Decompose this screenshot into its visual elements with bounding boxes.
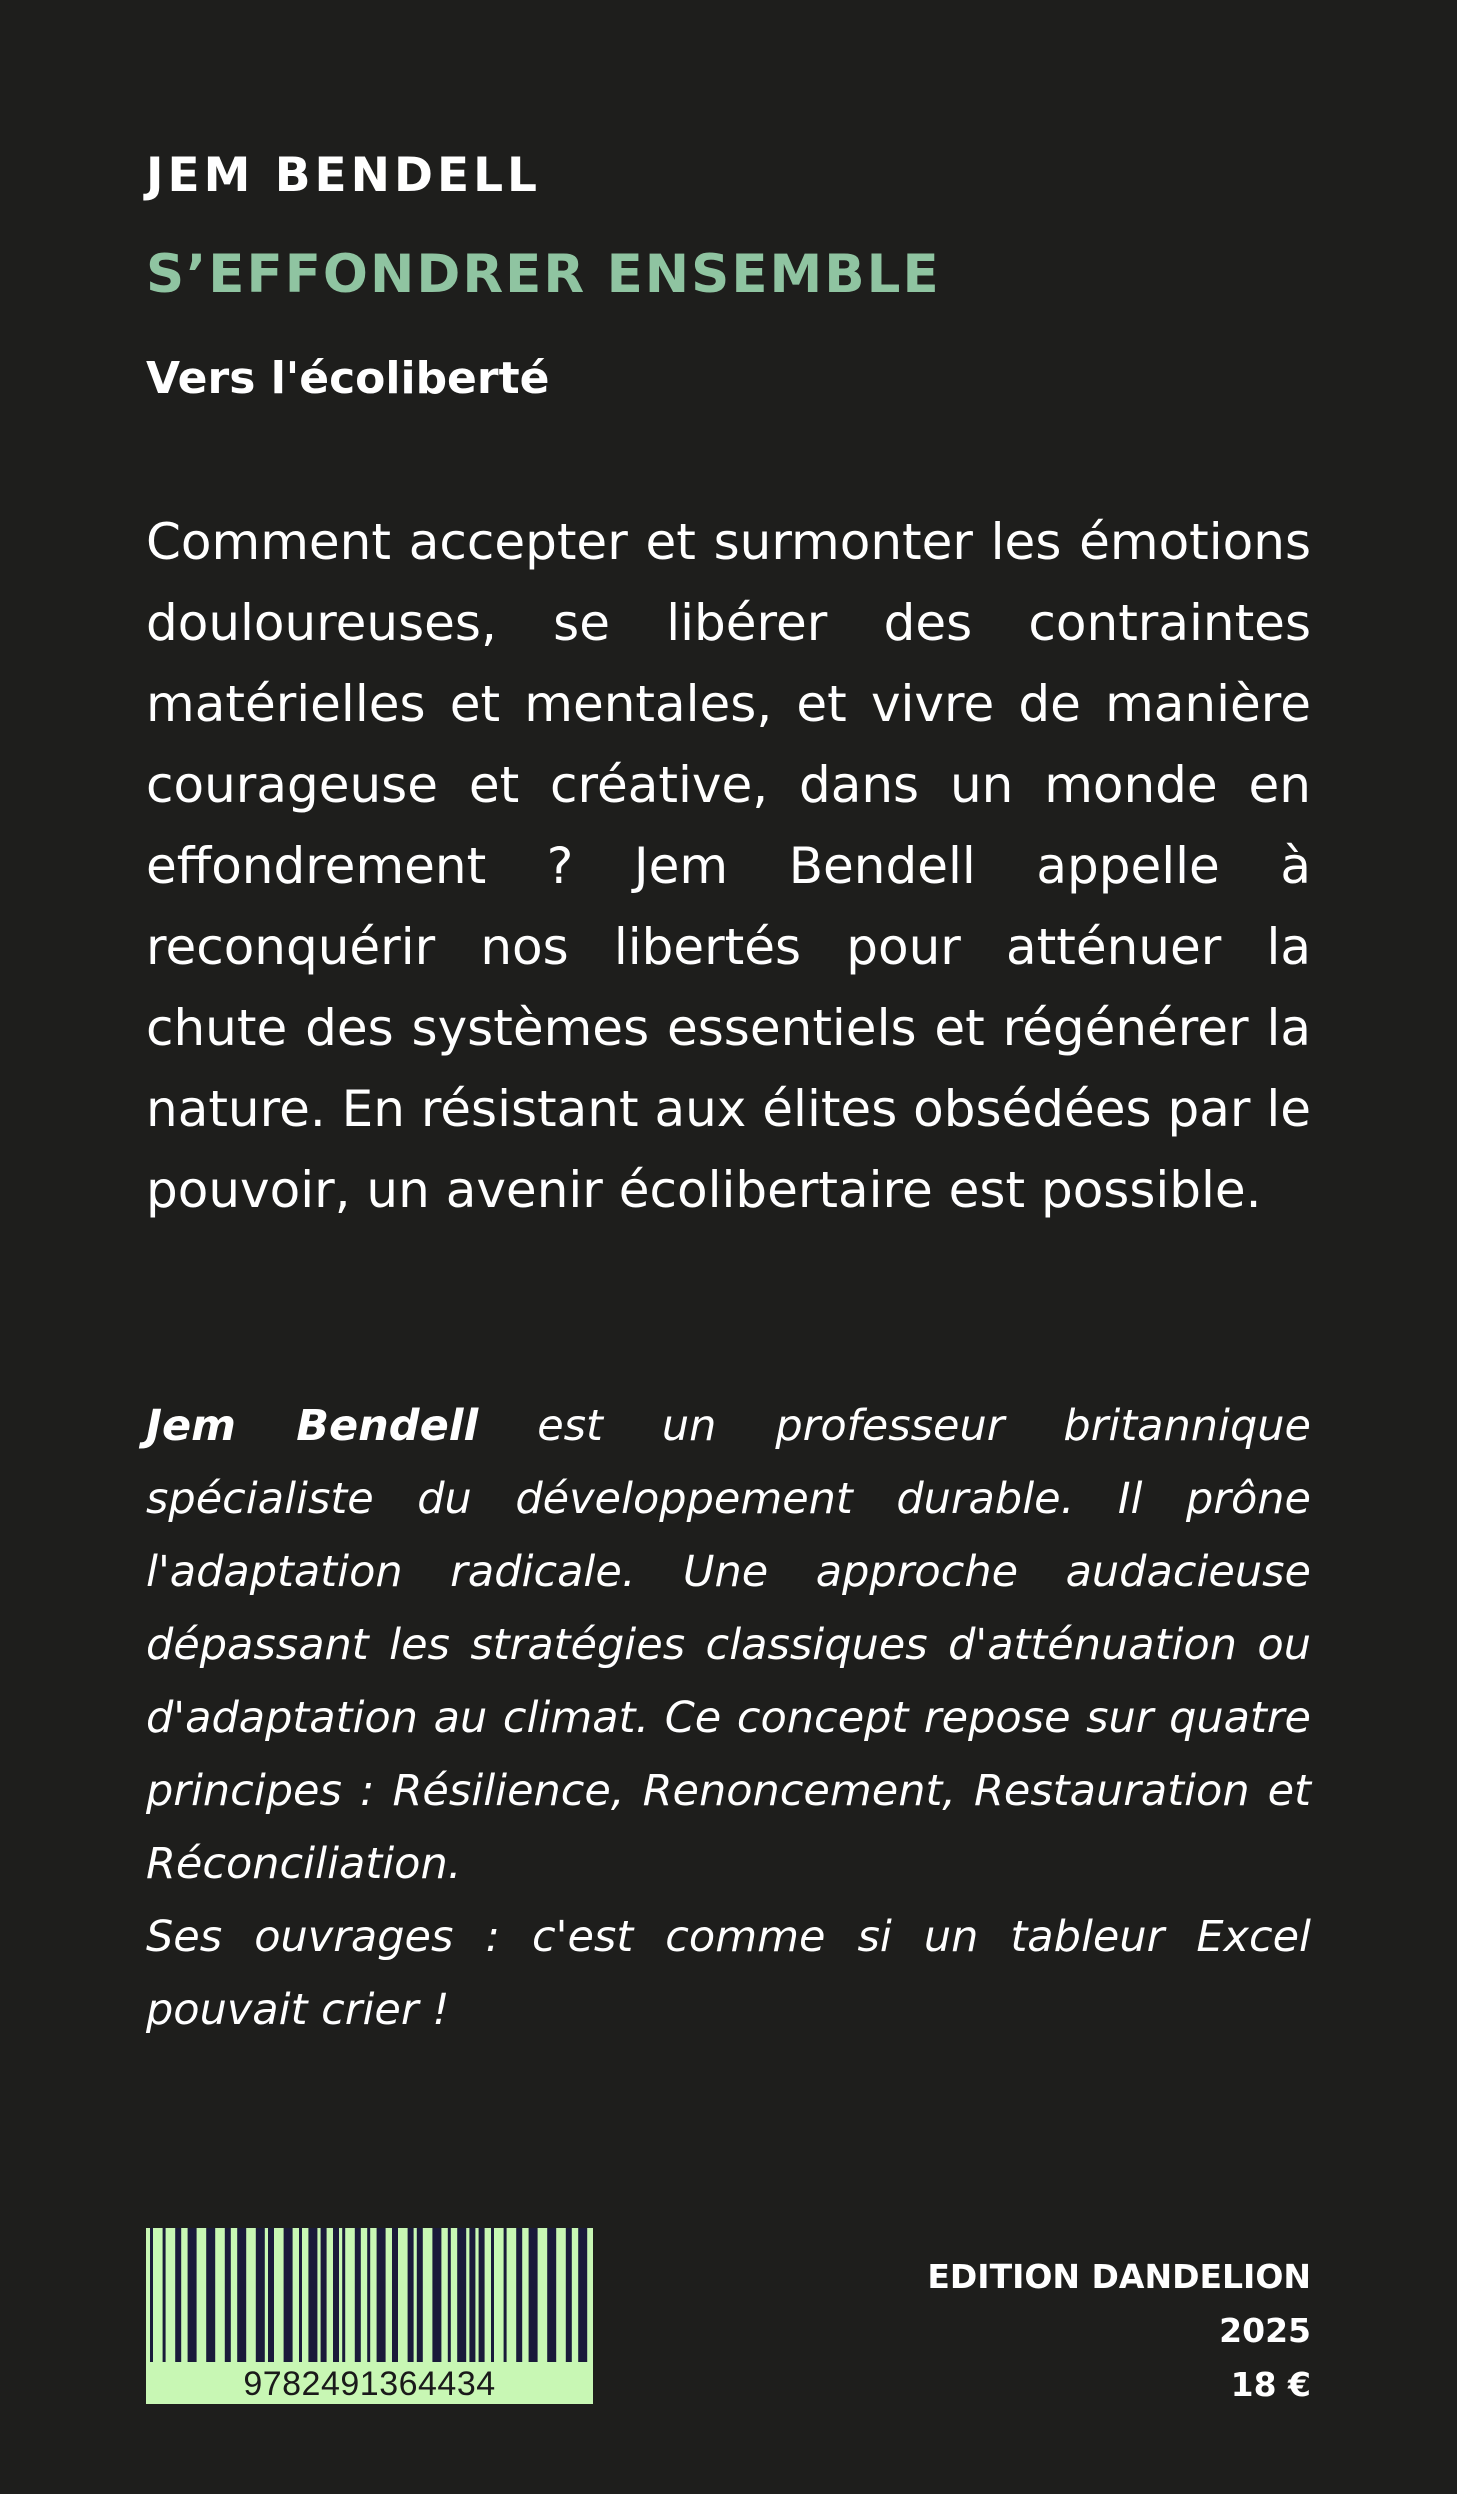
barcode-bar	[321, 2228, 327, 2362]
author-bio-paragraph	[146, 1390, 1311, 1901]
publication-year: 2025	[1219, 2311, 1311, 2350]
author-bio-text: est un professeur britannique spécialiste du développement durable. Il prône l'adaptation radicale. Une approche audacieuse dépassant les stratégies classiques d'atténuation ou d'adaptation au climat. Ce concept repose sur quatre principes : Résilience, Renoncement, Restauration et Réconciliation.	[146, 1401, 1311, 1889]
barcode-bar	[457, 2228, 466, 2362]
barcode-bar	[342, 2228, 345, 2362]
barcode-bars	[146, 2228, 593, 2364]
barcode-bar	[469, 2228, 475, 2362]
barcode-bar	[163, 2228, 166, 2362]
barcode-bar	[284, 2228, 293, 2362]
barcode-bar	[256, 2228, 265, 2362]
barcode-bar	[206, 2228, 215, 2362]
barcode-bar	[504, 2228, 507, 2362]
barcode-bar	[417, 2228, 423, 2362]
barcode-bar	[408, 2228, 414, 2362]
barcode-bar	[333, 2228, 339, 2362]
barcode-bar	[578, 2228, 587, 2362]
barcode-bar	[268, 2228, 274, 2362]
barcode-bar	[448, 2228, 451, 2362]
barcode-bar	[516, 2228, 522, 2362]
barcode-bar	[175, 2228, 181, 2362]
barcode-bar	[529, 2228, 538, 2362]
barcode-bar	[547, 2228, 556, 2362]
barcode-bar	[237, 2228, 246, 2362]
barcode-bar	[188, 2228, 197, 2362]
isbn-number: 9782491364434	[243, 2365, 496, 2403]
author-bio	[146, 1390, 1311, 2047]
publisher-block	[927, 2250, 1311, 2412]
book-summary: Comment accepter et surmonter les émotions douloureuses, se libérer des contraintes matérielles et mentales, et vivre de manière courageuse et créative, dans un monde en effondrement ? Jem Bendell appelle à reconquérir nos libertés pour atténuer la chute des systèmes essentiels et régénérer la nature. En résistant aux élites obsédées par le pouvoir, un avenir écolibertaire est possible.	[146, 513, 1311, 1219]
barcode-bar	[479, 2228, 485, 2362]
book-price: 18 €	[1230, 2365, 1311, 2404]
author-bio-name: Jem Bendell	[146, 1401, 479, 1451]
book-title: S’EFFONDRER ENSEMBLE	[146, 244, 941, 305]
book-subtitle: Vers l'écoliberté	[146, 353, 550, 404]
barcode-bar	[225, 2228, 231, 2362]
barcode-bar	[150, 2228, 153, 2362]
barcode-bar	[432, 2228, 441, 2362]
barcode-bar	[308, 2228, 317, 2362]
author-name: JEM BENDELL	[146, 148, 542, 203]
publisher-name: EDITION DANDELION	[927, 2257, 1311, 2296]
barcode-bar	[367, 2228, 370, 2362]
barcode-bar	[566, 2228, 572, 2362]
barcode-bar	[392, 2228, 398, 2362]
barcode-bar	[377, 2228, 386, 2362]
barcode-bar	[299, 2228, 302, 2362]
author-bio-quote: Ses ouvrages : c'est comme si un tableur Excel pouvait crier !	[146, 1912, 1311, 2035]
barcode-bar	[491, 2228, 494, 2362]
isbn-barcode	[146, 2228, 593, 2404]
barcode-bar	[355, 2228, 361, 2362]
